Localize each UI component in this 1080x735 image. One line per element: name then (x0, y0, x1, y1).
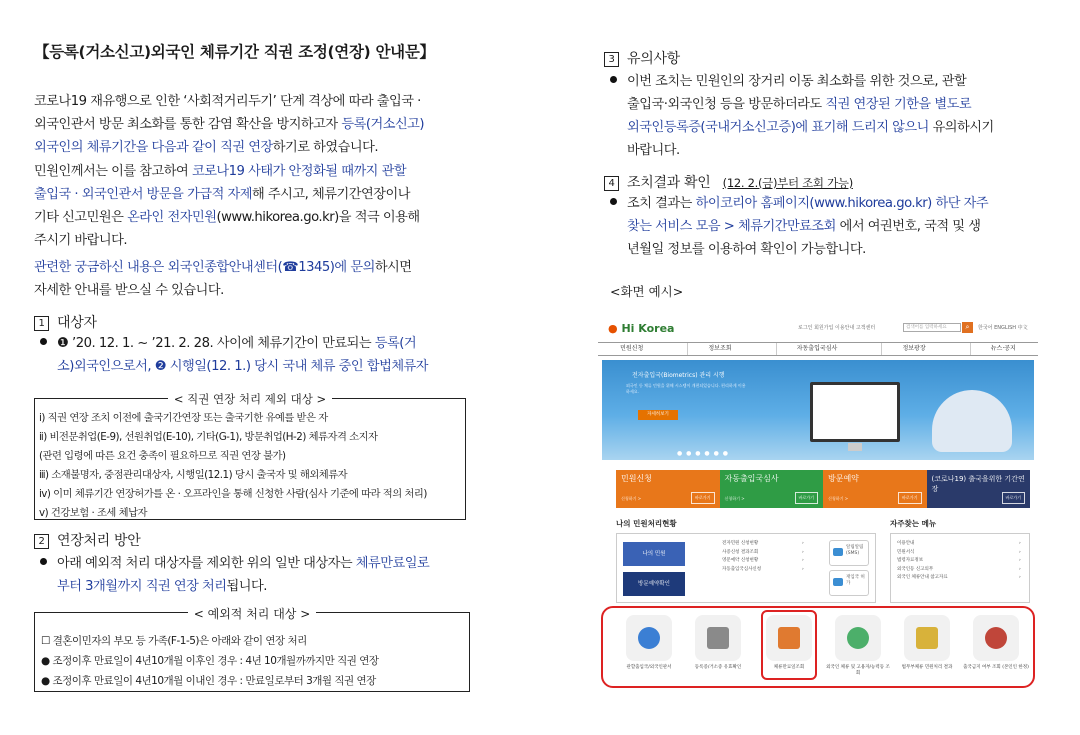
special-case-list (41, 631, 379, 691)
intro3-line-1: 관련한 궁금하신 내용은 외국인종합안내센터(☎1345)에 문의하시면 (34, 260, 412, 275)
section-3-heading: 3 유의사항 (604, 48, 680, 68)
section-2-bullet: 아래 예외적 처리 대상자를 제외한 위의 일반 대상자는 체류만료일로 부터 3개월까지 직권 연장 처리됩니다. (40, 552, 429, 598)
list-item: ⅳ) 이미 체류기간 연장허가를 온 · 오프라인을 통해 신청한 사람(심사 기준에 따라 적의 처리) (39, 488, 427, 500)
list-item[interactable]: 법령자료정보 › (897, 558, 1021, 563)
search-input[interactable]: 검색어를 입력하세요 (903, 323, 961, 332)
tile-auto-immigration[interactable]: 자동출입국심사 신청하기 > 바로가기 (720, 470, 824, 508)
registration-card-icon[interactable] (695, 615, 741, 661)
intro-paragraph-2 (34, 160, 420, 252)
list-item[interactable]: 전자민원 신청현황 › (722, 541, 804, 546)
icon-label: 관할출입국/외국인관서 (626, 665, 672, 670)
people-illustration (932, 390, 1012, 452)
banner-more-button[interactable]: 자세히보기 (638, 410, 678, 420)
intro-paragraph-1 (34, 90, 424, 159)
section-4-bullet: 조치 결과는 하이코리아 홈페이지(www.hikorea.go.kr) 하단 자주 찾는 서비스 모음 > 체류기간만료조회 에서 여권번호, 국적 및 생 년월일 정보를 이용하여 확인이 가능합니다. (610, 192, 988, 261)
carousel-dots[interactable]: ● ● ● ● ● ● (677, 450, 729, 457)
list-item: ⅴ) 건강보험 · 조세 체납자 (39, 507, 147, 519)
exclusion-list (39, 409, 427, 523)
exclusion-box-heading: < 직권 연장 처리 제외 대상 > (35, 391, 465, 407)
bullet-dot-icon (40, 558, 47, 565)
list-item: ● 조정이후 만료일이 4년10개월 이내인 경우 : 만료일로부터 3개월 직권 연장 (41, 675, 376, 687)
stay-expiry-highlight (761, 610, 817, 680)
passport-search-icon[interactable] (973, 615, 1019, 661)
my-status-panel (616, 533, 876, 603)
list-item[interactable]: 외국인등 신고의무 › (897, 566, 1021, 572)
favorites-title: 자주찾는 메뉴 (890, 519, 937, 528)
hikorea-logo[interactable]: ● Hi Korea (608, 322, 675, 335)
list-item[interactable]: 사증신청 결과조회 › (722, 549, 804, 555)
nav-item[interactable]: 정보광장 (881, 343, 925, 355)
section-number-box: 2 (34, 534, 49, 549)
top-links[interactable]: 로그인 회원가입 이용안내 고객센터 (798, 325, 876, 331)
screen-example-label: <화면 예시> (610, 284, 684, 299)
hikorea-screenshot (598, 318, 1038, 690)
intro1-line-3: 외국인의 체류기간을 다음과 같이 직권 연장하기로 하였습니다. (34, 140, 379, 155)
nav-item[interactable]: 정보조회 (687, 343, 731, 355)
my-civil-button[interactable]: 나의 민원 (623, 542, 685, 566)
icon-label: 등록증/거소증 유효확인 (694, 665, 742, 670)
bullet-dot-icon (40, 338, 47, 345)
list-item[interactable]: 이용안내 › (897, 541, 1021, 546)
tile-visit-reservation[interactable]: 방문예약 신청하기 > 바로가기 (823, 470, 927, 508)
favorites-panel (890, 533, 1030, 603)
immigration-office-icon[interactable] (626, 615, 672, 661)
banner-subtitle: 외국인 등 체류 민원을 위해 시스템이 개편되었습니다. 편리하게 이용하세요. (626, 383, 746, 394)
document-title: 【등록(거소신고)외국인 체류기간 직권 조정(연장) 안내문】 (34, 43, 435, 61)
quick-tiles (616, 470, 1030, 508)
icon-label: 출국금지 여부 조회 (본인인 한정) (963, 665, 1029, 670)
banner-title: 전자출입국(Biometrics) 관리 시행 (632, 372, 725, 379)
tile-covid-extension[interactable]: (코로나19) 출국을위한 기간연장 바로가기 (927, 470, 1031, 508)
language-links[interactable]: 한국어 ENGLISH 中文 (978, 325, 1028, 331)
section-1-bullet: ❶ ’20. 12. 1. ~ ’21. 2. 28. 사이에 체류기간이 만료되는 등록(거 소)외국인으로서, ❷ 시행일(12. 1.) 당시 국내 체류 중인 합법체류자 (40, 332, 428, 378)
monitor-illustration (810, 382, 900, 442)
legal-check-icon[interactable] (904, 615, 950, 661)
main-nav (598, 342, 1038, 356)
my-status-title: 나의 민원처리현황 (616, 519, 677, 528)
special-case-heading: < 예외적 처리 대상 > (35, 605, 469, 622)
list-item: ☐ 결혼이민자의 부모 등 가족(F-1-5)은 아래와 같이 연장 처리 (41, 635, 307, 647)
intro2-line-3: 기타 신고민원은 온라인 전자민원(www.hikorea.go.kr)을 적극 이용해 (34, 210, 420, 225)
section-4-heading: 4 조치결과 확인 (12. 2.(금)부터 조회 가능) (604, 172, 853, 192)
my-status-list (722, 540, 804, 574)
section-number-box: 4 (604, 176, 619, 191)
list-item: (관련 입령에 따른 요건 충족이 필요하므로 직권 연장 불가) (39, 450, 286, 462)
section-3-bullet: 이번 조치는 민원인의 장거리 이동 최소화를 위한 것으로, 관할 출입국·외국인청 등을 방문하더라도 직권 연장된 기한을 별도로 외국인등록증(국내거소신고증)에 표기해 드리지 않으니 유의하시기 바랍니다. (610, 70, 994, 162)
nav-item[interactable]: 민원신청 (620, 345, 644, 352)
intro2-line-4: 주시기 바랍니다. (34, 233, 128, 248)
intro-paragraph-3 (34, 256, 412, 302)
intro2-line-1: 민원인께서는 이를 참고하여 코로나19 사태가 안정화될 때까지 관할 (34, 164, 407, 179)
section-number-box: 1 (34, 316, 49, 331)
section-number-box: 3 (604, 52, 619, 67)
intro1-line-2: 외국인관서 방문 최소화를 통한 감염 확산을 방지하고자 등록(거소신고) (34, 117, 425, 132)
list-item[interactable]: 자동출입국심사신청 › (722, 566, 804, 572)
list-item: ⅲ) 소재불명자, 중점관리대상자, 시행일(12.1) 당시 출국자 및 해외체류자 (39, 469, 348, 481)
bullet-dot-icon (610, 76, 617, 83)
list-item[interactable]: 민원서식 › (897, 549, 1021, 555)
list-item: ⅱ) 비전문취업(E-9), 선원취업(E-10), 기타(G-1), 방문취업(H-2) 체류자격 소지자 (39, 431, 378, 443)
icon-label: 외국인 체류 및 고용자/능력등 조회 (826, 665, 890, 676)
section-1-heading: 1 대상자 (34, 312, 97, 332)
intro3-line-2: 자세한 안내를 받으실 수 있습니다. (34, 283, 224, 298)
site-header (598, 318, 1038, 340)
nav-item[interactable]: 자동출입국심사 (776, 343, 838, 355)
icon-label: 체류만료일조회 (773, 665, 805, 670)
special-case-box (34, 607, 470, 692)
search-icon[interactable]: ⌕ (962, 322, 973, 333)
query-date-note: (12. 2.(금)부터 조회 가능) (722, 176, 853, 190)
bullet-dot-icon (610, 198, 617, 205)
main-banner (602, 360, 1034, 460)
sms-alert-button[interactable]: 알림알림 (SMS) (829, 540, 869, 566)
favorites-list (897, 540, 1021, 583)
tile-civil-application[interactable]: 민원신청 신청하기 > 바로가기 (616, 470, 720, 508)
section-2-heading: 2 연장처리 방안 (34, 530, 141, 550)
icon-label: 법무부체류 민원처리 결과 (901, 665, 953, 670)
list-item[interactable]: 외국인 체류안내 참고자료 › (897, 575, 1021, 580)
foreigner-info-icon[interactable] (835, 615, 881, 661)
reentry-button[interactable]: 재입국 허가 (829, 570, 869, 596)
intro1-line-1: 코로나19 재유행으로 인한 ‘사회적거리두기’ 단계 격상에 따라 출입국 · (34, 94, 421, 109)
list-item[interactable]: 영문예약 신청현황 › (722, 558, 804, 563)
nav-item[interactable]: 뉴스·공지 (970, 343, 1016, 355)
visit-check-button[interactable]: 방문예약확인 (623, 572, 685, 596)
list-item: ● 조정이후 만료일이 4년10개월 이후인 경우 : 4년 10개월까까지만 직권 연장 (41, 655, 379, 667)
exclusion-box (34, 392, 466, 520)
list-item: ⅰ) 직권 연장 조치 이전에 출국기간연장 또는 출국기한 유예를 받은 자 (39, 412, 328, 424)
intro2-line-2: 출입국 · 외국인관서 방문을 가급적 자제해 주시고, 체류기간연장이나 (34, 187, 410, 202)
